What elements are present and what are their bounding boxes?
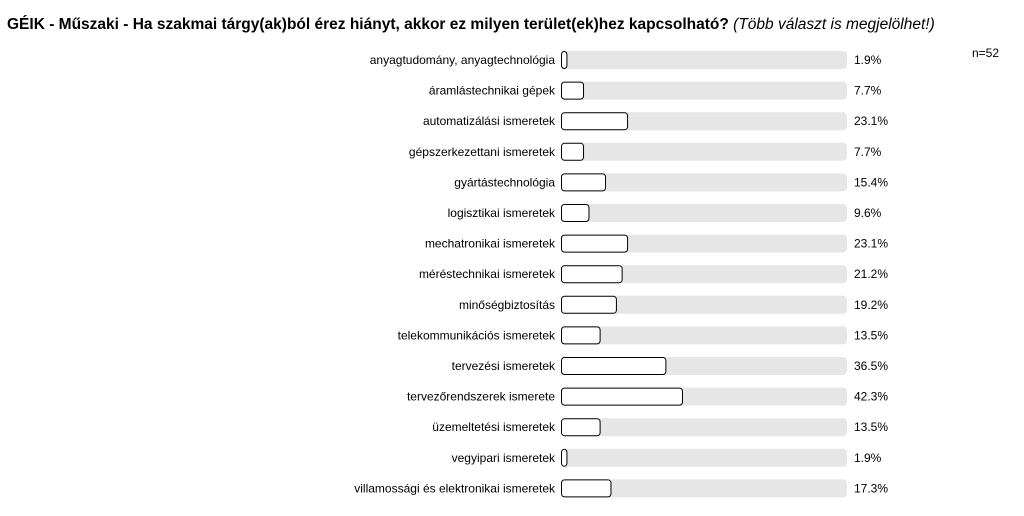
bar-track: [561, 418, 847, 436]
bar-row: [419, 265, 888, 283]
bar: [562, 480, 611, 497]
category-label: anyagtudomány, anyagtechnológia: [369, 53, 555, 67]
value-label: 17.3%: [854, 481, 889, 496]
bar-track: [561, 204, 847, 222]
value-label: 9.6%: [854, 206, 882, 220]
bar: [562, 52, 567, 69]
bar-row: [407, 388, 888, 406]
bar: [562, 419, 601, 436]
category-label: áramlástechnikai gépek: [428, 83, 555, 98]
category-label: telekommunikációs ismeretek: [397, 328, 555, 343]
value-label: 36.5%: [854, 359, 889, 373]
bar: [562, 174, 606, 191]
category-label: tervezőrendszerek ismerete: [406, 389, 555, 404]
value-label: 19.2%: [854, 297, 889, 312]
bar-row: [370, 51, 882, 69]
category-label: minőségbiztosítás: [458, 297, 555, 312]
bar-row: [398, 326, 889, 344]
category-label: méréstechnikai ismeretek: [418, 267, 555, 282]
bar-row: [409, 143, 882, 161]
value-label: 1.9%: [854, 53, 882, 67]
value-label: 23.1%: [854, 114, 889, 129]
category-label: üzemeltetési ismeretek: [432, 420, 555, 435]
bar-track: [561, 326, 847, 344]
bar: [562, 296, 617, 313]
bar: [562, 235, 628, 252]
category-label: logisztikai ismeretek: [447, 206, 555, 220]
value-label: 7.7%: [854, 144, 882, 159]
bar: [562, 358, 666, 375]
bar: [562, 143, 584, 160]
bar: [562, 113, 628, 130]
bar-track: [561, 449, 847, 467]
bar-row: [448, 204, 882, 222]
sample-size-label: n=52: [972, 46, 1000, 60]
bar-row: [354, 479, 888, 497]
bar-row: [452, 449, 882, 467]
bar: [562, 82, 584, 99]
bar-row: [432, 418, 888, 436]
bar: [562, 205, 589, 222]
value-label: 13.5%: [854, 420, 889, 435]
category-label: vegyipari ismeretek: [451, 450, 555, 465]
bar: [562, 266, 623, 283]
value-label: 42.3%: [854, 389, 889, 404]
bar-row: [423, 112, 888, 130]
bar-track: [561, 51, 847, 69]
bar-row: [459, 296, 888, 314]
bar-row: [429, 82, 882, 100]
value-label: 23.1%: [854, 236, 889, 251]
value-label: 1.9%: [854, 450, 882, 465]
category-label: automatizálási ismeretek: [422, 114, 555, 129]
bar-row: [452, 357, 889, 375]
bar: [562, 449, 567, 466]
category-label: mechatronikai ismeretek: [424, 236, 555, 251]
bar-row: [425, 235, 888, 253]
value-label: 7.7%: [854, 83, 882, 98]
category-label: gépszerkezettani ismeretek: [408, 144, 555, 159]
category-label: villamossági és elektronikai ismeretek: [354, 481, 555, 496]
chart-title-note: (Több választ is megjelölhet!): [733, 16, 935, 33]
bar: [562, 388, 683, 405]
category-label: tervezési ismeretek: [451, 359, 555, 373]
bar-row: [454, 173, 888, 191]
value-label: 15.4%: [854, 175, 889, 190]
bar: [562, 327, 601, 344]
bar-track: [561, 143, 847, 161]
category-label: gyártástechnológia: [454, 175, 555, 190]
value-label: 13.5%: [854, 328, 889, 343]
bar-track: [561, 82, 847, 100]
value-label: 21.2%: [854, 267, 889, 282]
chart-title-main: GÉIK - Műszaki - Ha szakmai tárgy(ak)ból érez hiányt, akkor ez milyen terület(ek)hez kapcsolható?: [7, 16, 729, 33]
